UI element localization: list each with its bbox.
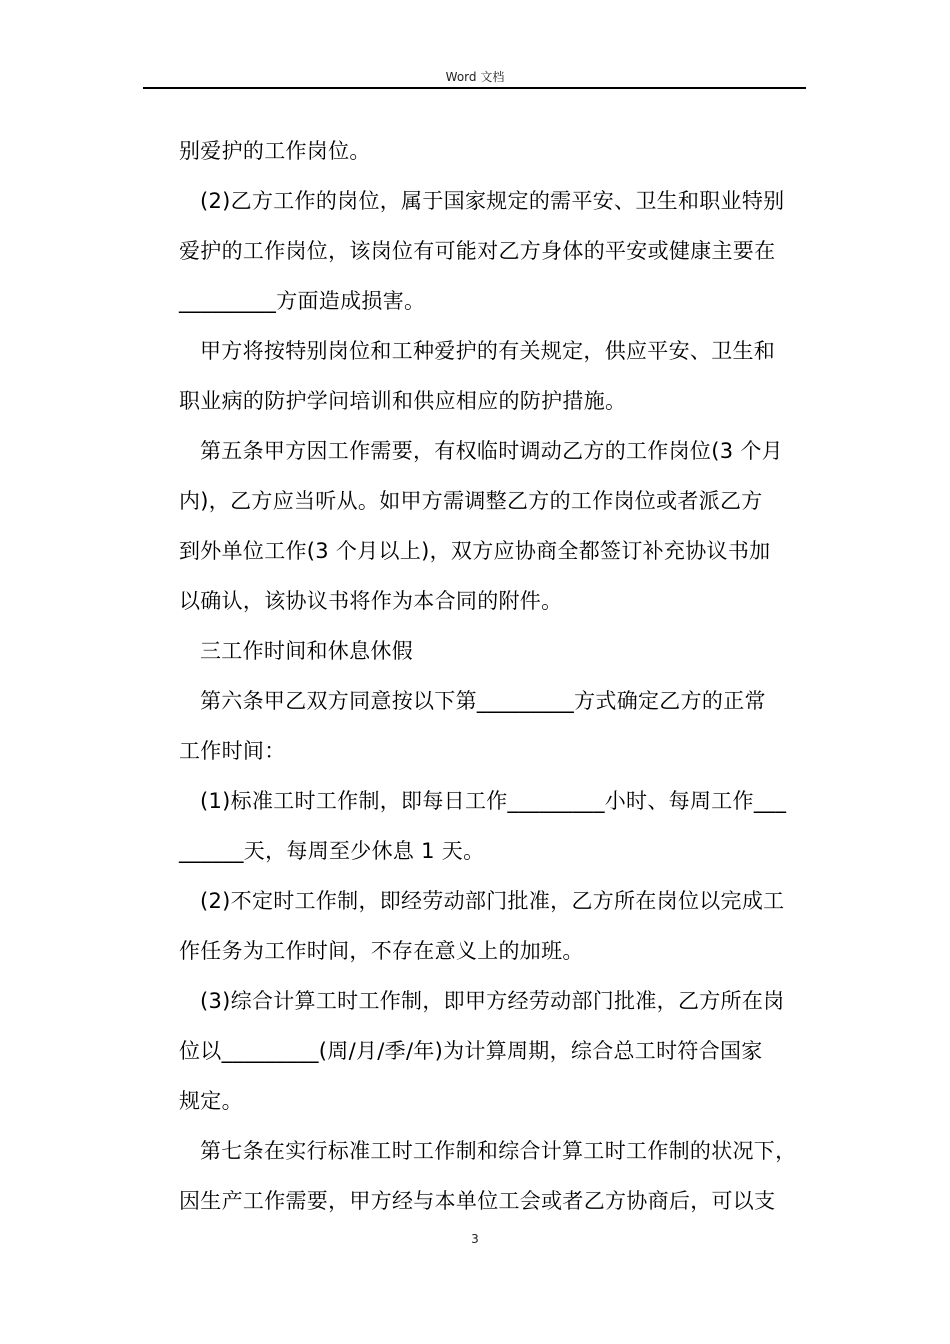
paragraph-line: _________方面造成损害。 bbox=[179, 289, 426, 313]
paragraph-line: 第七条在实行标准工时工作制和综合计算工时工作制的状况下， bbox=[200, 1139, 797, 1163]
paragraph-line: 职业病的防护学问培训和供应相应的防护措施。 bbox=[179, 389, 627, 413]
paragraph-line: 位以_________(周/月/季/年)为计算周期，综合总工时符合国家 bbox=[179, 1039, 763, 1063]
paragraph-line: (2)乙方工作的岗位，属于国家规定的需平安、卫生和职业特别 bbox=[200, 189, 785, 213]
paragraph-line: 爱护的工作岗位，该岗位有可能对乙方身体的平安或健康主要在 bbox=[179, 239, 776, 263]
paragraph-line: 内)，乙方应当听从。如甲方需调整乙方的工作岗位或者派乙方 bbox=[179, 489, 763, 513]
paragraph-line: (2)不定时工作制，即经劳动部门批准，乙方所在岗位以完成工 bbox=[200, 889, 785, 913]
paragraph-line: ______天，每周至少休息 1 天。 bbox=[179, 839, 485, 863]
paragraph-line: 到外单位工作(3 个月以上)，双方应协商全都签订补充协议书加 bbox=[179, 539, 771, 563]
paragraph-line: (3)综合计算工时工作制，即甲方经劳动部门批准，乙方所在岗 bbox=[200, 989, 785, 1013]
paragraph-line: 作任务为工作时间，不存在意义上的加班。 bbox=[179, 939, 584, 963]
paragraph-line: (1)标准工时工作制，即每日工作_________小时、每周工作___ bbox=[200, 789, 787, 813]
paragraph-line: 甲方将按特别岗位和工种爱护的有关规定，供应平安、卫生和 bbox=[200, 339, 776, 363]
document-header-title: Word 文档 bbox=[445, 70, 505, 84]
paragraph-line: 第六条甲乙双方同意按以下第_________方式确定乙方的正常 bbox=[200, 689, 766, 713]
paragraph-line: 第五条甲方因工作需要，有权临时调动乙方的工作岗位(3 个月 bbox=[200, 439, 783, 463]
paragraph-line: 别爱护的工作岗位。 bbox=[179, 139, 371, 163]
paragraph-line: 工作时间： bbox=[179, 739, 286, 763]
header-divider bbox=[143, 87, 806, 89]
paragraph-line: 规定。 bbox=[179, 1089, 243, 1113]
paragraph-line: 因生产工作需要，甲方经与本单位工会或者乙方协商后，可以支 bbox=[179, 1189, 776, 1213]
page-number: 3 bbox=[471, 1232, 479, 1246]
section-heading: 三工作时间和休息休假 bbox=[200, 639, 413, 663]
document-body bbox=[179, 126, 809, 1226]
paragraph-line: 以确认，该协议书将作为本合同的附件。 bbox=[179, 589, 563, 613]
